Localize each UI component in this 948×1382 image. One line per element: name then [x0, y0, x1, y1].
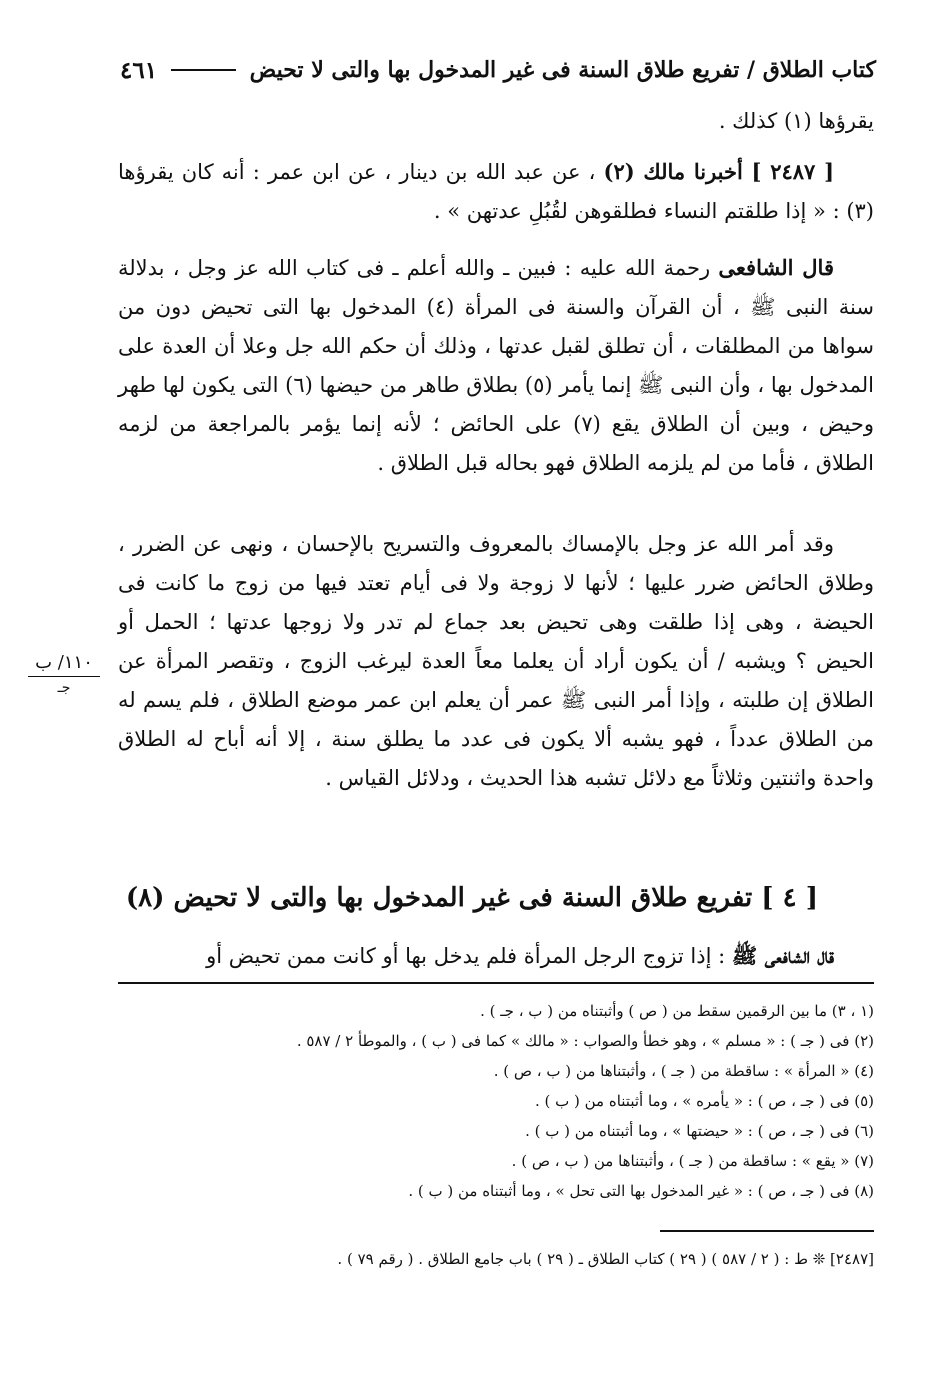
running-header	[120, 48, 876, 92]
footnote: (٨) فى ( جـ ، ص ) : « غير المدخول بها التى تحل » ، وما أثبتناه من ( ب ) .	[408, 1182, 874, 1200]
paragraph	[118, 248, 874, 483]
paragraph-text: : إذا تزوج الرجل المرأة فلم يدخل بها أو كانت ممن تحيض أو	[206, 944, 726, 968]
margin-note-siglum: جـ	[57, 680, 71, 696]
footnote: (٢) فى ( جـ ) : « مسلم » ، وهو خطأ والصواب : « مالك » كما فى ( ب ) ، والموطأ ٢ / ٥٨٧ .	[296, 1032, 874, 1050]
paragraph-hadith-2487	[118, 152, 874, 231]
page-number: ٤٦١	[120, 56, 158, 84]
section-heading: [ ٤ ] تفريع طلاق السنة فى غير المدخول بها والتى لا تحيض (٨)	[125, 883, 818, 913]
paragraph-shafii-commentary	[118, 248, 874, 483]
footnote: (٥) فى ( جـ ، ص ) : « يأمره » ، وما أثبتناه من ( ب ) .	[534, 1092, 874, 1110]
speaker-lead: قال الشافعى	[718, 255, 834, 280]
speaker-lead: قال الشافعى ﷺ	[731, 943, 834, 968]
paragraph-text: يقرؤها (١) كذلك .	[718, 109, 874, 133]
footnotes	[150, 996, 874, 1206]
footnote: (١ ، ٣) ما بين الرقمين سقط من ( ص ) وأثبتناه من ( ب ، جـ ) .	[480, 1002, 874, 1020]
footnote: (٦) فى ( جـ ، ص ) : « حيضتها » ، وما أثبتناه من ( ب ) .	[525, 1122, 874, 1140]
source-divider	[660, 1230, 874, 1232]
paragraph-continuation	[118, 102, 874, 141]
manuscript-margin-note	[28, 652, 100, 699]
paragraph-section-start	[118, 936, 874, 976]
footnote: (٤) « المرأة » : ساقطة من ( جـ ) ، وأثبتناها من ( ب ، ص ) .	[493, 1062, 874, 1080]
footnote: (٧) « يقع » : ساقطة من ( جـ ) ، وأثبتناها من ( ب ، ص ) .	[511, 1152, 874, 1170]
paragraph-discussion	[118, 525, 874, 798]
paragraph-text: ، عن عبد الله بن دينار ، عن ابن عمر : أنه كان يقرؤها (٣) : « إذا طلقتم النساء فطلقوهن لقُبُلِ عدتهن » .	[118, 160, 874, 223]
source-reference: [٢٤٨٧] ❊ ط : ( ٢ / ٥٨٧ ) ( ٢٩ ) كتاب الطلاق ـ ( ٢٩ ) باب جامع الطلاق . ( رقم ٧٩ ) .	[337, 1250, 874, 1268]
header-rule	[171, 69, 236, 71]
margin-note-folio: ١١٠/ ب	[28, 652, 100, 677]
footnote-divider	[118, 982, 874, 984]
header-title: كتاب الطلاق / تفريع طلاق السنة فى غير المدخول بها والتى لا تحيض	[249, 57, 876, 83]
hadith-lead: [ ٢٤٨٧ ] أخبرنا مالك (٢)	[603, 159, 835, 184]
paragraph-text: رحمة الله عليه : فبين ـ والله أعلم ـ فى كتاب الله عز وجل ، بدلالة سنة النبى ﷺ ، أن القرآن والسنة فى المرأة (٤) المدخول بها التى تحيض دون من سواها من المطلقات ، أن تطلق لقبل عدتها ، وذلك أن حكم الله جل وعلا أن العدة على المدخول بها ، وأن النبى ﷺ إنما يأمر (٥) بطلاق طاهر من حيضها (٦) التى يكون لها طهر وحيض ، وبين أن الطلاق يقع (٧) على الحائض ؛ لأنه إنما يؤمر بالمراجعة من لزمه الطلاق ، فأما من لم يلزمه الطلاق فهو بحاله قبل الطلاق .	[118, 256, 875, 475]
paragraph-text: وقد أمر الله عز وجل بالإمساك بالمعروف والتسريح بالإحسان ، ونهى عن الضرر ، وطلاق الحائض ضرر عليها ؛ لأنها لا زوجة ولا فى أيام تعتد فيها من زوج ما كانت فى الحيضة ، وهى إذا طلقت وهى تحيض بعد جماع لم تدر ولا زوجها عدتها ؛ الحمل أو الحيض ؟ ويشبه / أن يكون أراد أن يعلما معاً العدة ليرغب الزوج ، وتقصر المرأة عن الطلاق إن طلبته ، وإذا أمر النبى ﷺ عمر أن يعلم ابن عمر موضع الطلاق ، فلم يسم له من الطلاق عدداً ، فهو يشبه ألا يكون فى عدد ما يطلق سنة ، إلا أنه أباح له الطلاق واحدة واثنتين وثلاثاً مع دلائل تشبه هذا الحديث ، ودلائل القياس .	[118, 532, 874, 790]
paragraph	[118, 152, 874, 231]
paragraph	[118, 936, 874, 976]
